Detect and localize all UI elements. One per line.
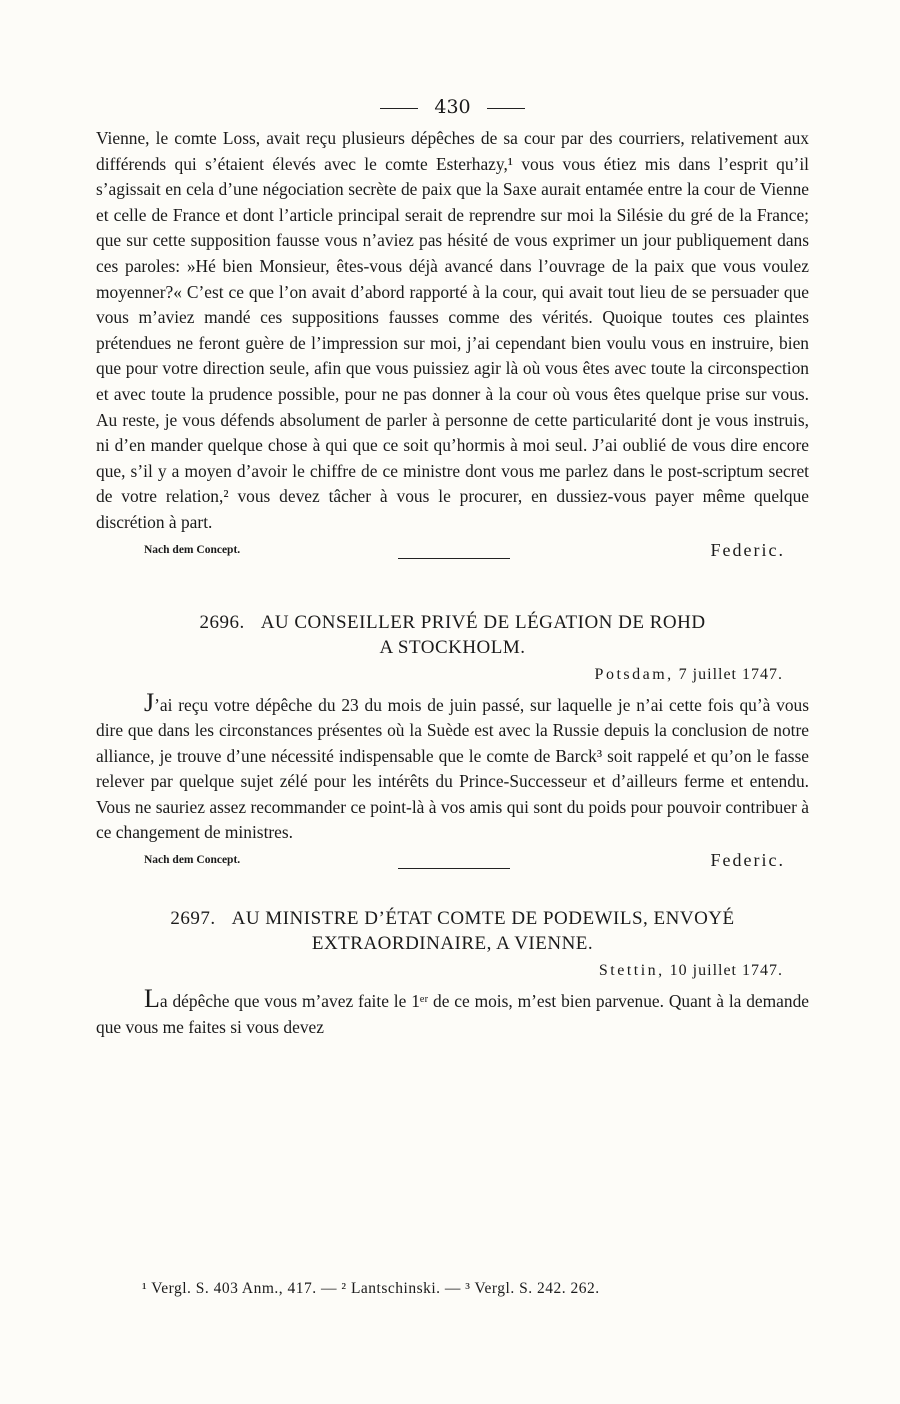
letter-place: Stettin,: [598, 962, 665, 980]
header-dash-right: [487, 108, 525, 109]
letter-body-2696: [96, 687, 809, 847]
letter-title-line2: EXTRAORDINAIRE, A VIENNE.: [311, 933, 594, 955]
letter-number: 2697.: [170, 908, 216, 930]
signature-row-2: [96, 848, 809, 876]
signature: Federic.: [710, 539, 785, 560]
letter-text: a dépêche que vous m’avez faite le 1ᵉʳ de ce mois, m’est bien parvenue. Quant à la demande que vous me faites si vous devez: [96, 991, 809, 1037]
section-divider: [398, 558, 510, 559]
initial-letter: L: [144, 984, 160, 1014]
concept-note: Nach dem Concept.: [144, 854, 241, 867]
letter-heading-2697: [96, 906, 809, 956]
document-page: [96, 96, 809, 1040]
footnotes: ¹ Vergl. S. 403 Anm., 417. — ² Lantschinski. — ³ Vergl. S. 242. 262.: [142, 1280, 600, 1297]
letter-title-line1: AU MINISTRE D’ÉTAT COMTE DE PODEWILS, ENVOYÉ: [231, 908, 735, 930]
letter-continuation-paragraph: Vienne, le comte Loss, avait reçu plusieurs dépêches de sa cour par des courriers, relativement aux différends qui s’étaient élevés avec le comte Esterhazy,¹ vous vous étiez mis dans l’esprit qu’il s’agissait en cela d’une négociation secrète de paix que la Saxe aurait entamée entre la cour de Vienne et celle de France et dont l’article principal serait de reprendre sur moi la Silésie du gré de la France; que sur cette supposition fausse vous n’aviez pas hésité de vous exprimer un jour publiquement dans ces paroles: »Hé bien Monsieur, êtes-vous déjà avancé dans l’ouvrage de la paix que vous voulez moyenner?« C’est ce que l’on avait d’abord rapporté à la cour, qui avait tout lieu de se persuader que vous m’aviez mandé ces suppositions fausses comme des vérités. Quoique toutes ces plaintes prétendues ne feront guère de l’impression sur moi, j’ai cependant bien voulu vous en instruire, bien que pour votre direction seule, afin que vous puissiez agir là où vous êtes avec toute la circonspection et avec toute la prudence possible, pour ne pas donner à la cour où vous êtes quelque prise sur vous. Au reste, je vous défends absolument de parler à personne de cette particularité dont je vous instruis, ni d’en mander quelque chose à qui que ce soit qu’hormis à moi seul. J’ai oublié de vous dire encore que, s’il y a moyen d’avoir le chiffre de ce ministre dont vous me parlez dans le post-scriptum secret de votre relation,² vous devez tâcher à vous le procurer, en dussiez-vous payer même quelque discrétion à part.: [96, 128, 809, 532]
letter-date: 10 juillet 1747.: [669, 962, 783, 980]
page-header: [96, 96, 809, 126]
letter-date: 7 juillet 1747.: [678, 665, 783, 683]
letter-dateline: [96, 666, 783, 684]
signature-row-1: [96, 538, 809, 566]
concept-note: Nach dem Concept.: [144, 543, 241, 556]
signature: Federic.: [710, 850, 785, 871]
section-divider: [398, 868, 510, 869]
initial-letter: J: [144, 687, 155, 717]
letter-title-line1: AU CONSEILLER PRIVÉ DE LÉGATION DE ROHD: [260, 611, 706, 633]
letter-body-2697: [96, 986, 809, 1040]
letter-text: ’ai reçu votre dépêche du 23 du mois de juin passé, sur laquelle je n’ai cette fois qu’à vous dire que dans les circonstances présentes où la Suède est avec la Russie depuis la conclusion de notre alliance, je trouve d’une nécessité indispensable que le comte de Barck³ soit rappelé et qu’on le fasse relever par quelque sujet zélé pour les intérêts du Prince-Successeur et d’ailleurs ferme et entendu. Vous ne sauriez assez recommander ce point-là à vos amis qui sont du poids pour pouvoir contribuer à ce changement de ministres.: [96, 694, 809, 843]
header-dash-left: [380, 108, 418, 109]
letter-number: 2696.: [199, 611, 245, 633]
letter-place: Potsdam,: [594, 665, 674, 683]
letter-dateline: [96, 962, 783, 980]
page-number: 430: [434, 96, 471, 118]
letter-title-line2: A STOCKHOLM.: [379, 636, 526, 658]
letter-heading-2696: [96, 610, 809, 660]
